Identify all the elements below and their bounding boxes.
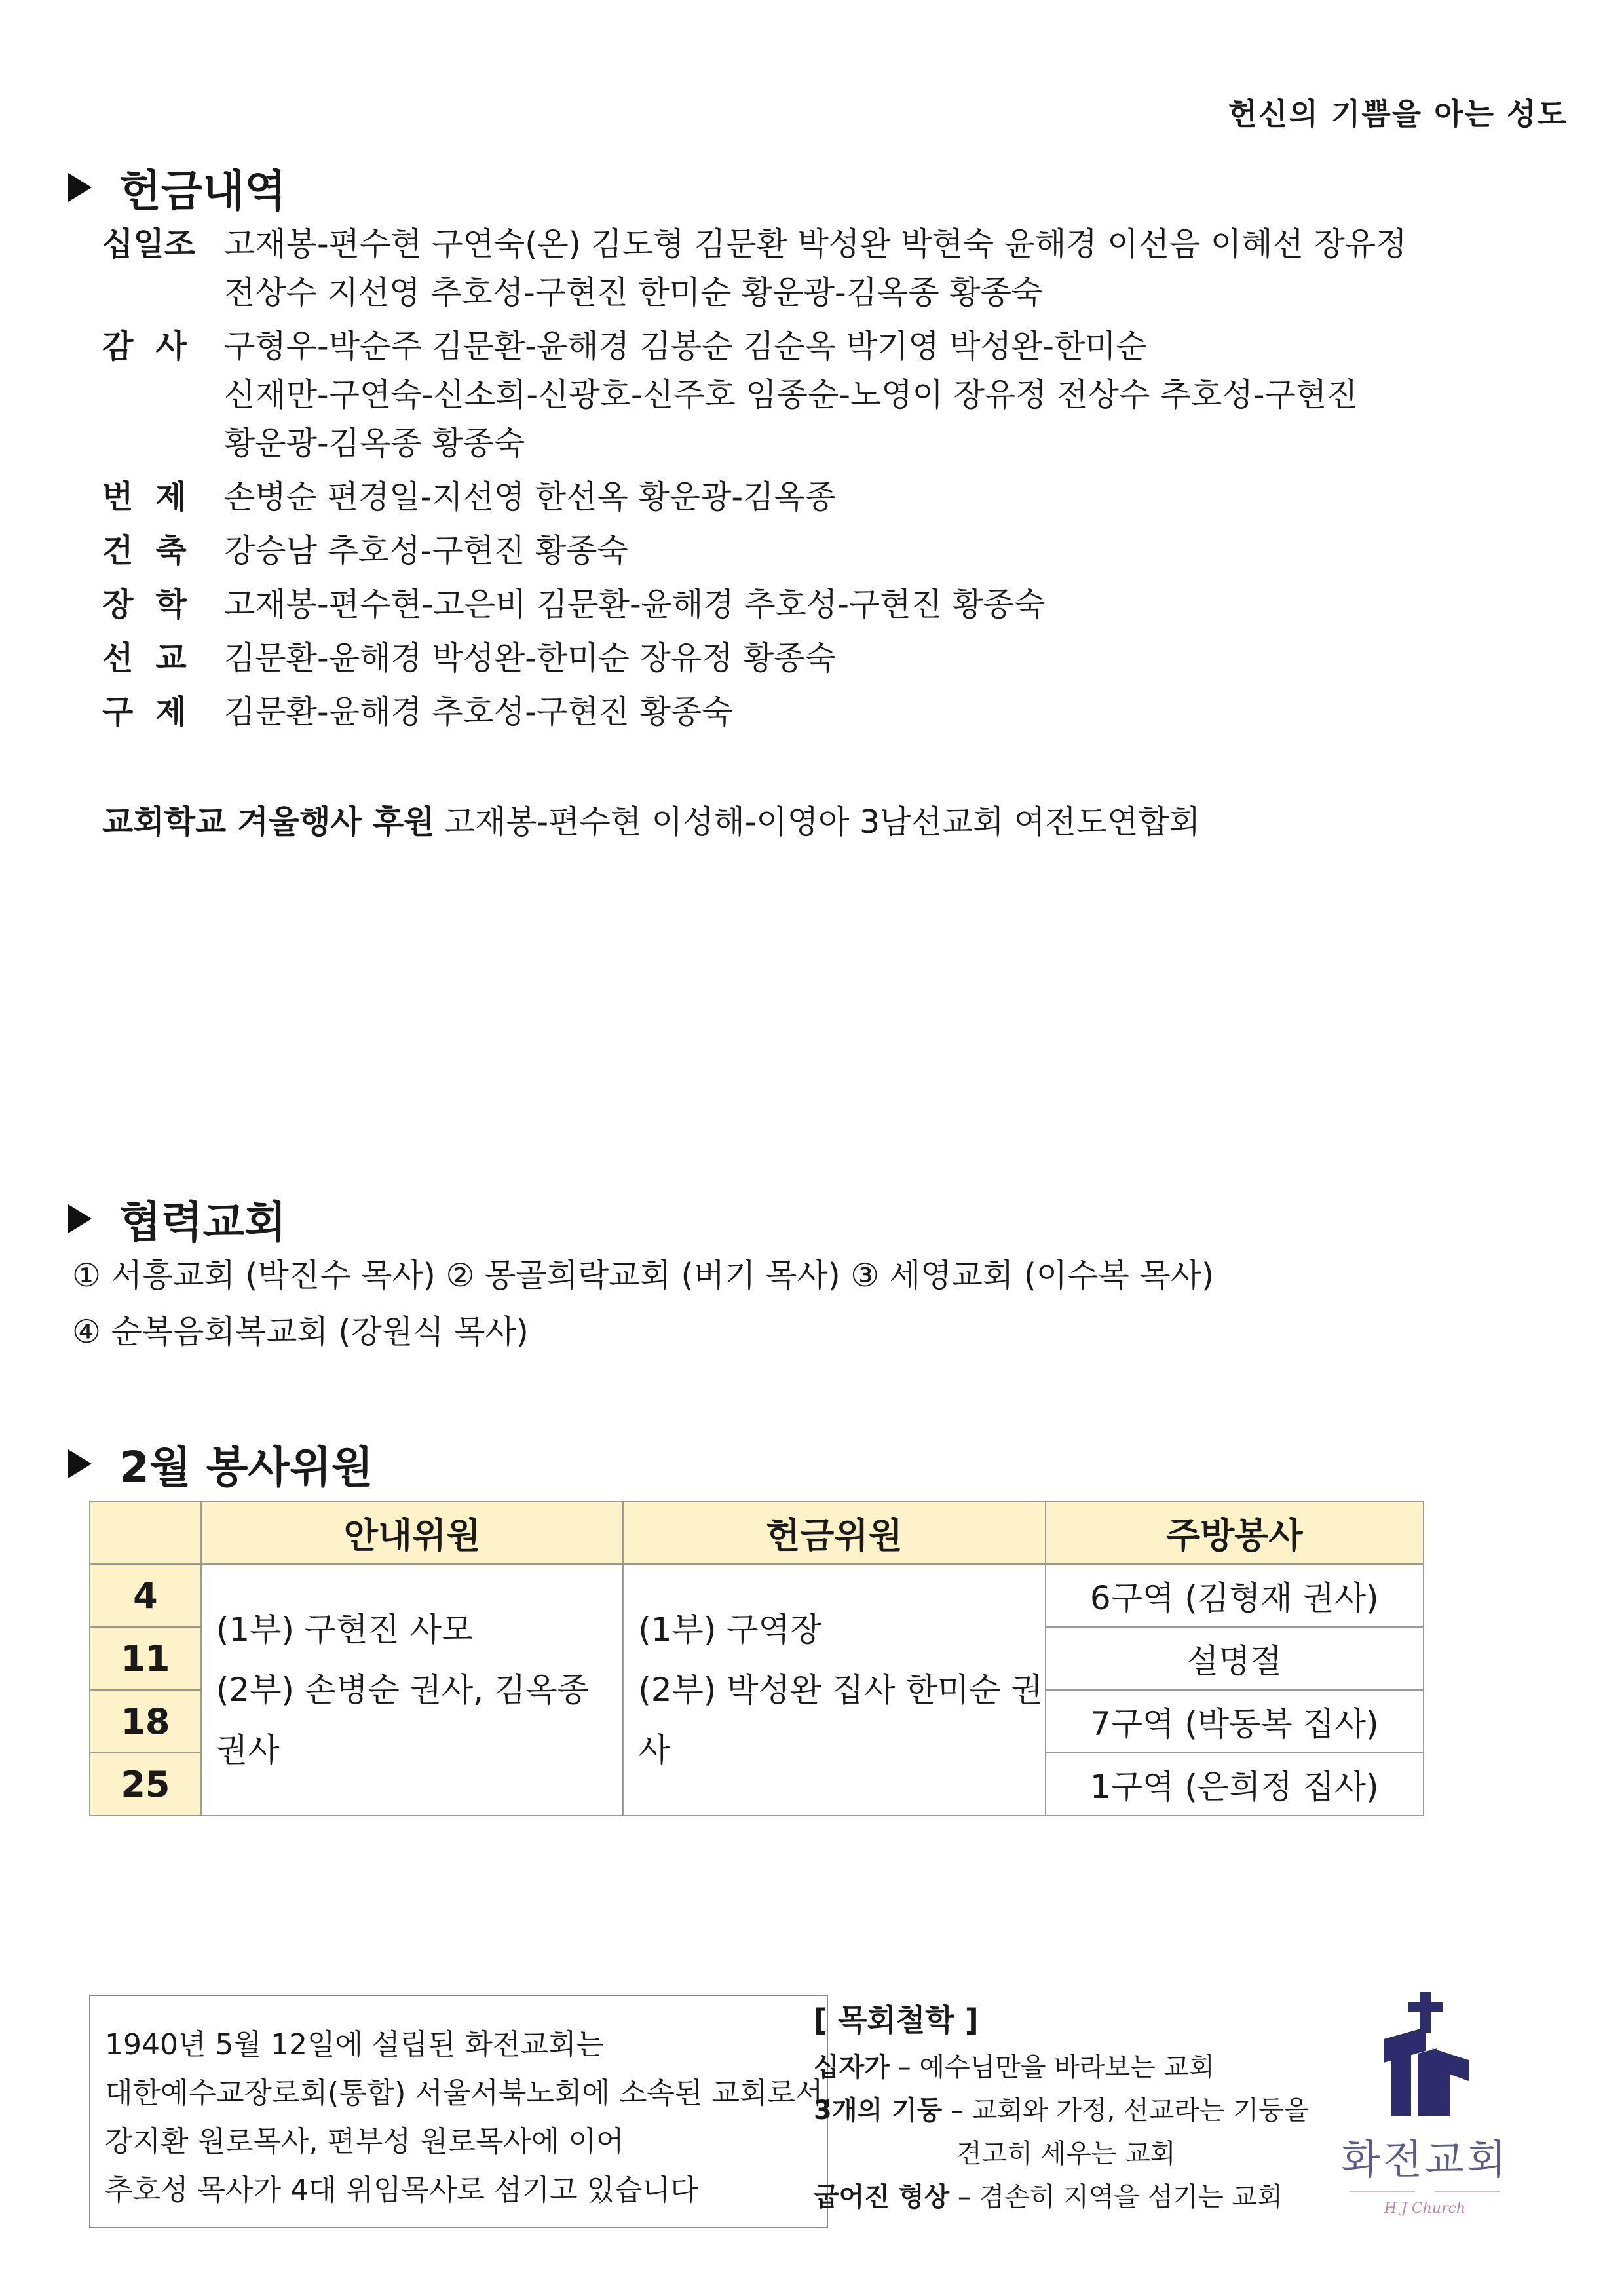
offering-row xyxy=(102,527,1543,575)
church-about-box xyxy=(89,1995,833,2228)
table-header-row xyxy=(90,1501,1424,1564)
about-line: 강지환 원로목사, 편부성 원로목사에 이어 xyxy=(105,2125,624,2158)
offering-committee-cell xyxy=(623,1564,1045,1816)
triangle-bullet-icon xyxy=(68,173,92,202)
offering-committee-line: (2부) 박성완 집사 한미순 권사 xyxy=(638,1671,1043,1769)
offering-names: 손병순 편경일-지선영 한선옥 황운광-김옥종 xyxy=(224,478,837,516)
philosophy-term: 십자가 xyxy=(814,2052,890,2082)
ministry-philosophy xyxy=(814,1999,1309,2219)
offering-committee-line: (1부) 구역장 xyxy=(638,1611,822,1649)
offering-names: 고재봉-편수현 구연숙(온) 김도형 김문환 박성완 박현숙 윤해경 이선음 이혜선 장유정 xyxy=(224,225,1407,263)
philosophy-item xyxy=(814,2089,1309,2132)
offering-names: 전상수 지선영 추호성-구현진 한미순 황운광-김옥종 황종숙 xyxy=(224,274,1043,311)
table-row xyxy=(90,1564,1424,1627)
about-line: 추호성 목사가 4대 위임목사로 섬기고 있습니다 xyxy=(105,2173,698,2207)
offering-names: 김문환-윤해경 박성완-한미순 장유정 황종숙 xyxy=(224,640,837,677)
week-cell: 25 xyxy=(90,1753,201,1816)
logo-divider-right xyxy=(1435,2191,1500,2192)
philosophy-desc: – 교회와 가정, 선교라는 기둥을 xyxy=(951,2095,1310,2126)
service-title: 2월 봉사위원 xyxy=(119,1442,373,1493)
winter-event-names: 고재봉-편수현 이성해-이영아 3남선교회 여전도연합회 xyxy=(444,803,1201,841)
offering-category: 구 제 xyxy=(102,693,187,731)
offering-names: 황운광-김옥종 황종숙 xyxy=(224,425,525,462)
header-offering-committee: 헌금위원 xyxy=(623,1501,1045,1564)
partner-line: ① 서흥교회 (박진수 목사) ② 몽골희락교회 (버기 목사) ③ 세영교회 (이수복 목사) xyxy=(72,1257,1215,1294)
offering-names: 고재봉-편수현-고은비 김문환-윤해경 추호성-구현진 황종숙 xyxy=(224,586,1046,623)
offering-names: 김문환-윤해경 추호성-구현진 황종숙 xyxy=(224,693,733,731)
church-logo-name: 화전교회 xyxy=(1341,2135,1509,2183)
offering-row xyxy=(102,581,1543,629)
usher-line: (1부) 구현진 사모 xyxy=(216,1611,474,1649)
week-cell: 18 xyxy=(90,1690,201,1753)
philosophy-desc: – 예수님만을 바라보는 교회 xyxy=(897,2052,1215,2082)
offering-row xyxy=(102,634,1543,683)
kitchen-cell: 6구역 (김형재 권사) xyxy=(1046,1564,1424,1627)
kitchen-cell: 1구역 (은희정 집사) xyxy=(1046,1753,1424,1816)
offering-category: 건 축 xyxy=(102,532,187,569)
offering-names: 강승남 추호성-구현진 황종숙 xyxy=(224,532,628,569)
service-heading xyxy=(68,1432,373,1495)
offering-row xyxy=(102,322,1543,468)
offering-row xyxy=(102,220,1543,317)
service-table xyxy=(89,1501,1424,1816)
offering-heading xyxy=(68,156,286,218)
about-line: 1940년 5월 12일에 설립된 화전교회는 xyxy=(105,2028,604,2061)
triangle-bullet-icon xyxy=(68,1449,92,1478)
philosophy-term: 3개의 기둥 xyxy=(814,2095,943,2126)
partners-title: 협력교회 xyxy=(119,1197,287,1248)
church-logo-subtitle: H J Church xyxy=(1384,2200,1466,2217)
offering-names: 신재만-구연숙-신소희-신광호-신주호 임종순-노영이 장유정 전상수 추호성-구현진 xyxy=(224,376,1358,413)
offering-row xyxy=(102,473,1543,522)
offering-category: 장 학 xyxy=(102,586,187,623)
logo-divider-left xyxy=(1350,2191,1415,2192)
usher-line: (2부) 손병순 권사, 김옥종 권사 xyxy=(216,1671,589,1769)
week-cell: 4 xyxy=(90,1564,201,1627)
offering-category: 십일조 xyxy=(102,225,196,263)
header-week xyxy=(90,1501,201,1564)
about-line: 대한예수교장로회(통합) 서울서북노회에 소속된 교회로서, xyxy=(105,2076,833,2110)
offering-category: 감 사 xyxy=(102,328,187,365)
winter-event-sponsors xyxy=(102,797,1200,843)
header-kitchen: 주방봉사 xyxy=(1046,1501,1424,1564)
usher-cell xyxy=(201,1564,623,1816)
offering-title: 헌금내역 xyxy=(119,166,287,216)
winter-event-label: 교회학교 겨울행사 후원 xyxy=(102,803,435,841)
philosophy-item xyxy=(814,2046,1309,2089)
philosophy-title: [ 목회철학 ] xyxy=(814,2002,979,2038)
kitchen-cell: 7구역 (박동복 집사) xyxy=(1046,1690,1424,1753)
offering-names: 구형우-박순주 김문환-윤해경 김봉순 김순옥 박기영 박성완-한미순 xyxy=(224,328,1147,365)
offering-category: 선 교 xyxy=(102,640,187,677)
week-cell: 11 xyxy=(90,1627,201,1690)
church-logo xyxy=(1336,1992,1513,2241)
kitchen-cell: 설명절 xyxy=(1046,1627,1424,1690)
philosophy-item xyxy=(814,2175,1309,2219)
philosophy-term: 굽어진 형상 xyxy=(814,2182,950,2212)
offering-category: 번 제 xyxy=(102,478,187,516)
philosophy-desc: – 겸손히 지역을 섬기는 교회 xyxy=(957,2182,1283,2212)
partners-heading xyxy=(68,1187,286,1250)
offering-row xyxy=(102,688,1543,737)
partner-line: ④ 순복음회복교회 (강원식 목사) xyxy=(72,1313,529,1350)
offering-list xyxy=(102,220,1543,742)
partner-churches xyxy=(72,1248,1214,1360)
church-cross-logo-icon xyxy=(1377,1992,1475,2123)
page-motto: 헌신의 기쁨을 아는 성도 xyxy=(1228,96,1568,132)
philosophy-continuation: 견고히 세우는 교회 xyxy=(956,2139,1176,2169)
triangle-bullet-icon xyxy=(68,1204,92,1233)
header-usher: 안내위원 xyxy=(201,1501,623,1564)
